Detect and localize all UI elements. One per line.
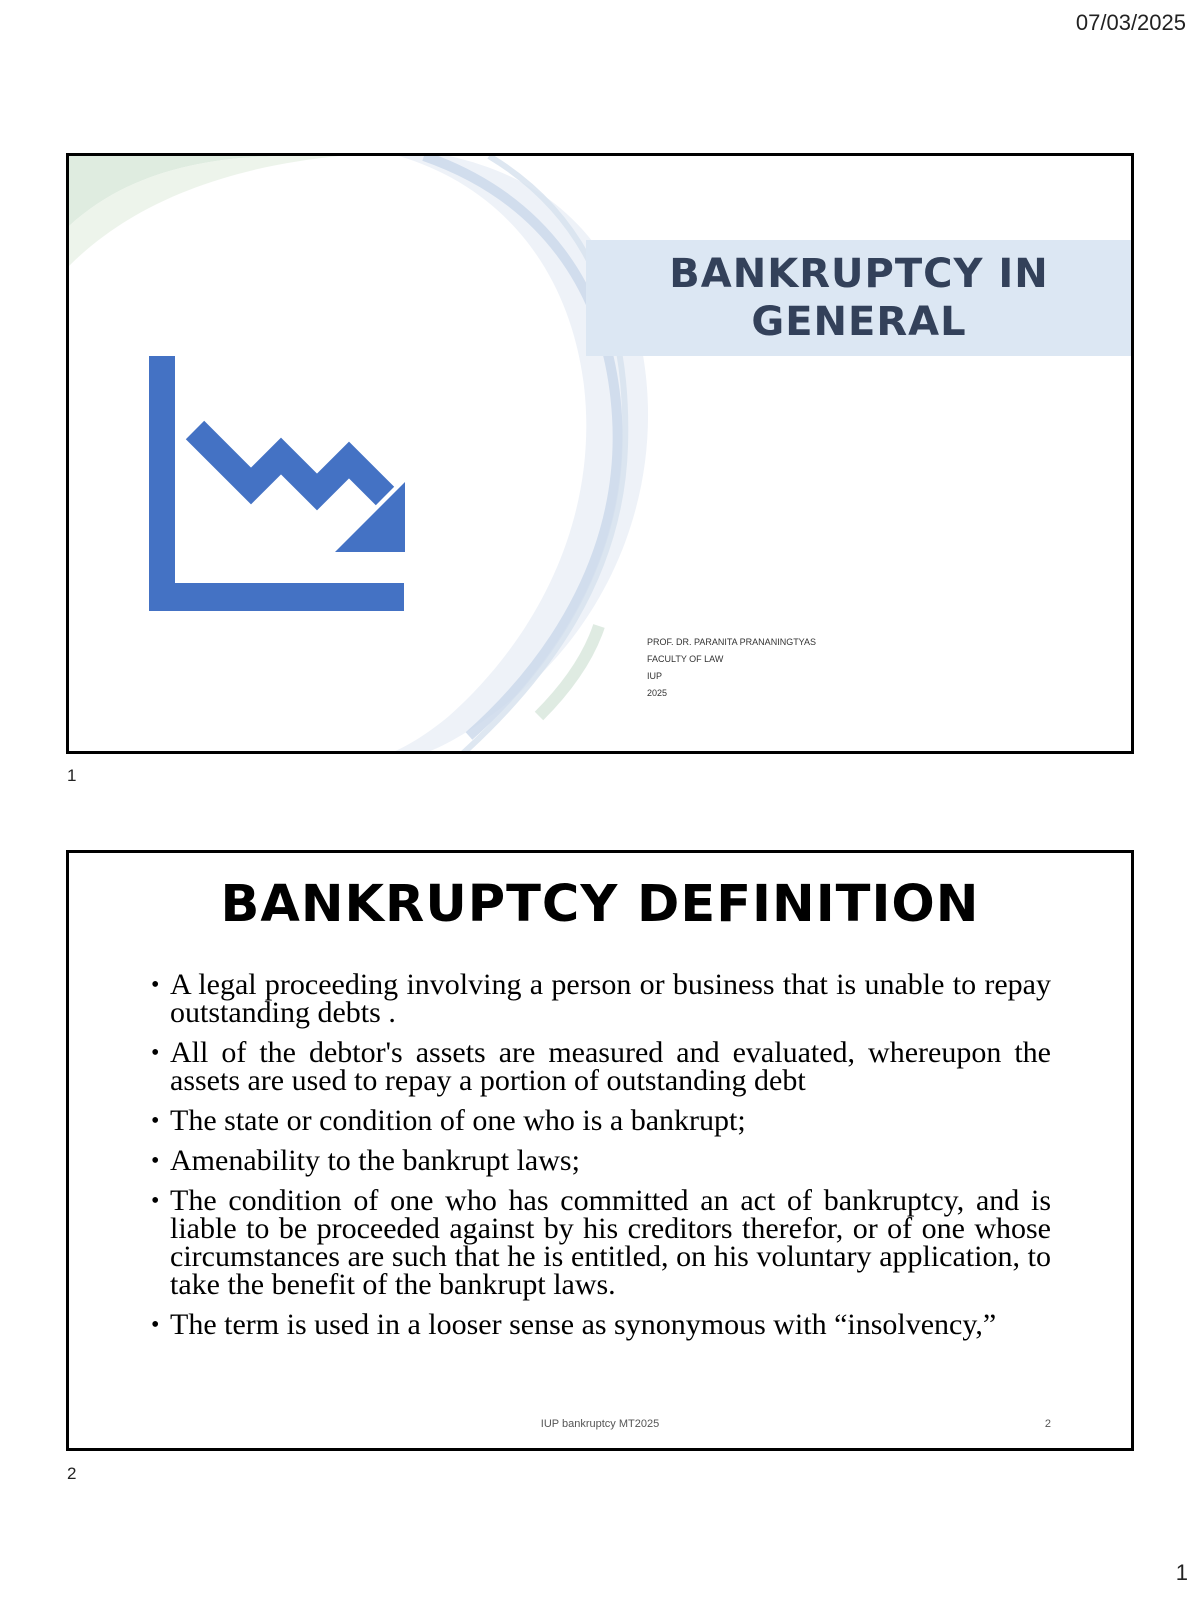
slide-index-label: 2 (67, 1464, 77, 1483)
presenter-info (647, 634, 816, 702)
slide-1[interactable] (66, 153, 1134, 754)
bullet-list (151, 968, 1051, 1351)
page-date: 07/03/2025 (1075, 10, 1186, 35)
slide-index-label: 1 (67, 766, 77, 785)
slide-footer: IUP bankruptcy MT2025 (540, 1418, 660, 1430)
page-number: 1 (1175, 1560, 1188, 1585)
presenter-name: PROF. DR. PARANITA PRANANINGTYAS (647, 637, 817, 647)
bullet-item: • Amenability to the bankrupt laws; (151, 1147, 1051, 1175)
bullet-item: • The state or condition of one who is a bankrupt; (151, 1107, 1051, 1135)
slide-title: BANKRUPTCY IN GENERAL (669, 251, 1049, 345)
presenter-year: 2025 (647, 688, 668, 698)
chart-decline-icon (149, 356, 409, 616)
bullet-item: • The term is used in a looser sense as synonymous with “insolvency,” (151, 1311, 1051, 1339)
presenter-faculty: FACULTY OF LAW (647, 654, 724, 664)
bullet-item: • A legal proceeding involving a person or business that is unable to repay outstanding debts . (151, 971, 1051, 1027)
slide-title: BANKRUPTCY DEFINITION (220, 875, 980, 934)
presenter-institution: IUP (647, 671, 663, 681)
bullet-item: • The condition of one who has committed an act of bankruptcy, and is liable to be proceeded against by his creditors therefor, or of one whose circumstances are such that he is entitled, on his voluntary application, to take the benefit of the bankrupt laws. (151, 1187, 1051, 1299)
slide-footer-number: 2 (1044, 1418, 1051, 1430)
bullet-item: • All of the debtor's assets are measured and evaluated, whereupon the assets are used to repay a portion of outstanding debt (151, 1039, 1051, 1095)
slide-title-box (586, 240, 1132, 356)
slide-2[interactable] (66, 850, 1134, 1451)
